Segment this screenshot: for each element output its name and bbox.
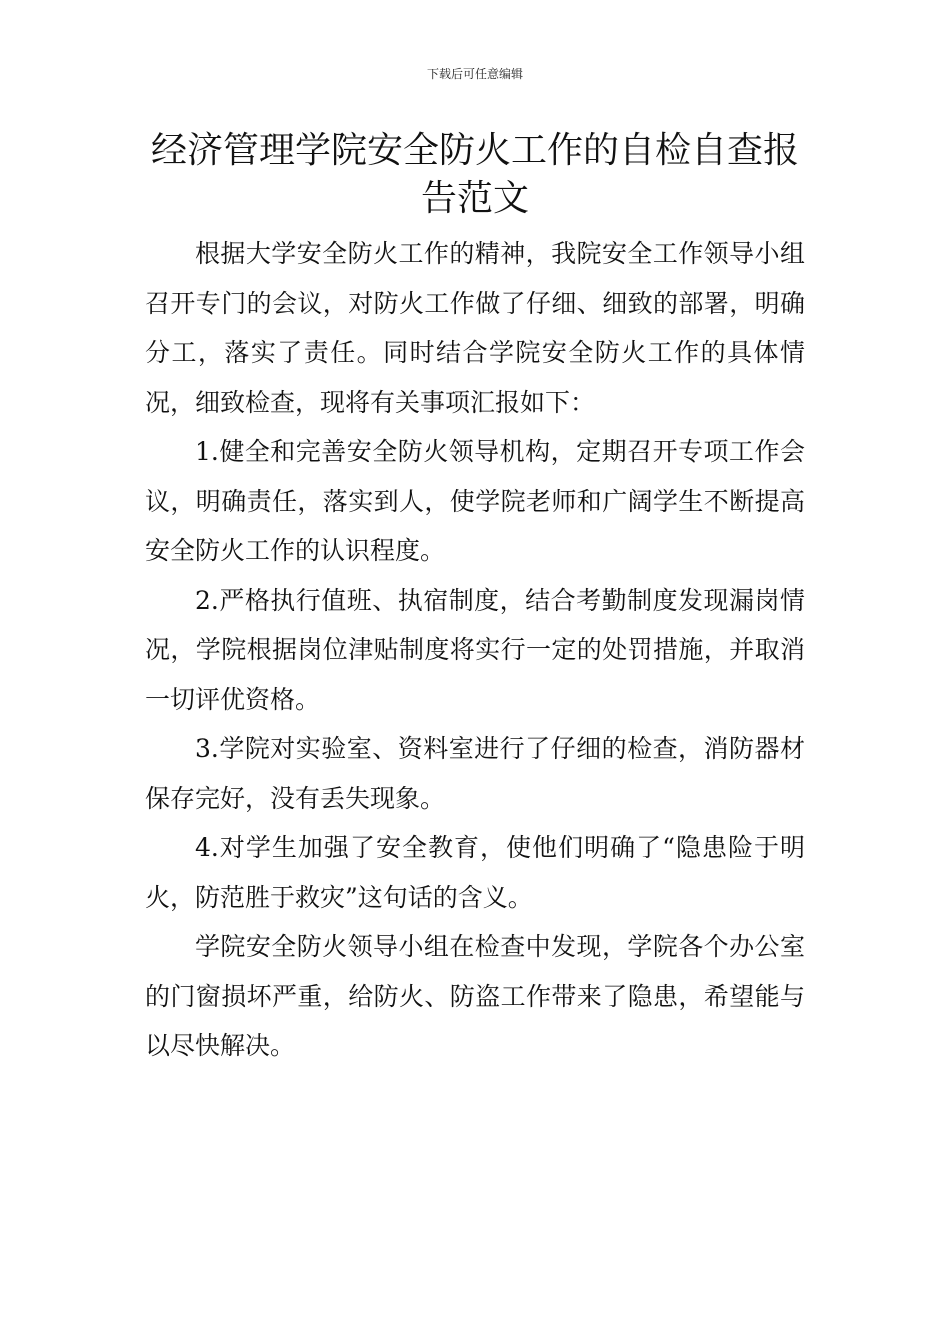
document-title: 经济管理学院安全防火工作的自检自查报告范文: [150, 130, 799, 219]
paragraph-item-3: 3.学院对实验室、资料室进行了仔细的检查，消防器材保存完好，没有丢失现象。: [145, 734, 805, 813]
document-body: [145, 229, 805, 1071]
paragraph-item-4: 4.对学生加强了安全教育，使他们明确了“隐患险于明火，防范胜于救灾”这句话的含义。: [145, 833, 805, 912]
paragraph-conclusion: 学院安全防火领导小组在检查中发现，学院各个办公室的门窗损坏严重，给防火、防盗工作带来了隐患，希望能与以尽快解决。: [145, 932, 805, 1060]
header-note: 下载后可任意编辑: [426, 67, 523, 81]
paragraph-intro: 根据大学安全防火工作的精神，我院安全工作领导小组召开专门的会议，对防火工作做了仔细、细致的部署，明确分工，落实了责任。同时结合学院安全防火工作的具体情况，细致检查，现将有关事项汇报如下：: [145, 239, 805, 417]
paragraph-item-1: 1.健全和完善安全防火领导机构，定期召开专项工作会议，明确责任，落实到人，使学院老师和广阔学生不断提高安全防火工作的认识程度。: [145, 437, 805, 565]
paragraph-item-2: 2.严格执行值班、执宿制度，结合考勤制度发现漏岗情况，学院根据岗位津贴制度将实行一定的处罚措施，并取消一切评优资格。: [145, 585, 805, 714]
